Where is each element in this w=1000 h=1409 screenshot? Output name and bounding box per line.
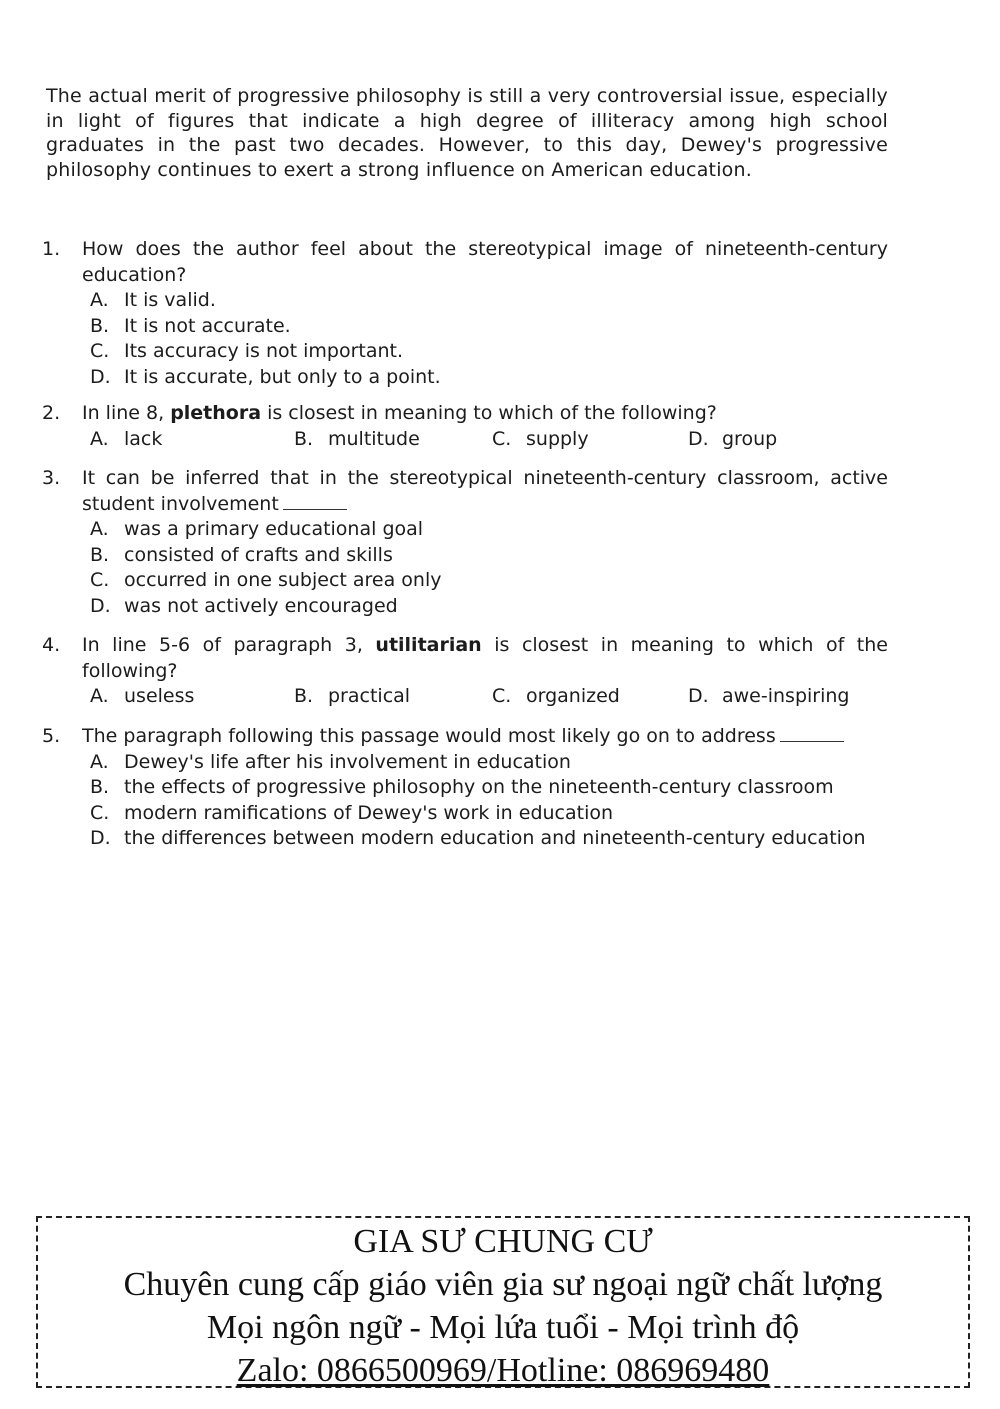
options-row [90,684,888,710]
target-word: plethora [170,402,262,424]
option-letter: B. [90,776,110,798]
option-c [90,801,888,827]
options-list [90,288,888,390]
question-stem [42,633,888,684]
option-text: practical [328,685,411,707]
option-letter: A. [90,685,109,707]
question-number: 3. [42,467,61,489]
target-word: utilitarian [375,634,482,656]
stem-text: The paragraph following this passage would most likely go on to address [82,725,776,747]
option-letter: D. [90,827,111,849]
option-text: organized [526,685,620,707]
option-letter: C. [90,569,110,591]
option-letter: C. [492,685,512,707]
option-c [90,339,888,365]
option-text: awe-inspiring [722,685,850,707]
question-2 [42,401,888,453]
question-stem [42,466,888,517]
option-b [90,543,888,569]
ad-scope: Mọi ngôn ngữ - Mọi lứa tuổi - Mọi trình độ [206,1309,800,1346]
question-text [82,724,888,750]
ad-contact: Zalo: 0866500969/Hotline: 086969480 [236,1352,770,1389]
question-1 [42,237,888,390]
option-text: occurred in one subject area only [124,569,442,591]
question-5 [42,724,888,852]
ad-tagline: Chuyên cung cấp giáo viên gia sư ngoại ngữ chất lượng [123,1266,883,1303]
options-row [90,427,888,453]
option-a [90,517,888,543]
option-text: Its accuracy is not important. [124,340,404,362]
option-text: lack [124,427,163,450]
option-letter: B. [294,685,314,707]
option-text: the effects of progressive philosophy on the nineteenth-century classroom [124,776,834,798]
option-letter: D. [688,427,709,450]
option-letter: C. [90,340,110,362]
options-list [90,750,888,852]
option-c [492,427,589,453]
option-text: supply [526,427,589,450]
option-letter: A. [90,289,109,311]
question-stem [42,401,888,427]
question-stem [42,237,888,288]
question-number: 2. [42,402,61,424]
option-text: modern ramifications of Dewey's work in education [124,801,614,824]
option-text: useless [124,685,195,707]
answer-blank [780,740,844,742]
stem-before: In line 5-6 of paragraph 3, [82,634,376,656]
option-b [294,427,420,453]
option-b [90,775,888,801]
intro-paragraph: The actual merit of progressive philosophy is still a very controversial issue, especially in light of figures that indicate a high degree of illiteracy among high school graduates in the past two decades. However, to this day, Dewey's progressive philosophy continues to exert a strong influence on American education. [46,85,888,181]
option-letter: A. [90,518,109,540]
option-letter: C. [492,427,512,450]
option-letter: D. [688,685,709,707]
stem-text: It can be inferred that in the stereotypical nineteenth-century classroom, active student involvement [82,467,888,515]
stem-after: is closest in meaning to which of the following? [82,634,888,682]
question-text [82,633,888,684]
option-text: Dewey's life after his involvement in education [124,750,571,773]
option-d [90,365,888,391]
option-text: It is accurate, but only to a point. [124,365,441,388]
option-letter: A. [90,750,109,773]
option-text: consisted of crafts and skills [124,543,393,566]
option-c [492,684,620,710]
option-text: It is not accurate. [124,314,291,337]
question-text: How does the author feel about the stereotypical image of nineteenth-century education? [82,238,888,286]
option-letter: B. [294,427,314,450]
question-stem [42,724,888,750]
option-letter: D. [90,365,111,388]
stem-after: is closest in meaning to which of the following? [261,402,717,424]
option-text: was not actively encouraged [124,594,398,617]
stem-before: In line 8, [82,402,171,424]
option-d [688,427,777,453]
option-letter: B. [90,543,110,566]
option-text: multitude [328,427,420,450]
question-number: 1. [42,238,61,260]
option-letter: B. [90,314,110,337]
options-list [90,517,888,619]
option-b [90,314,888,340]
question-4 [42,633,888,710]
option-text: was a primary educational goal [124,518,424,540]
option-text: the differences between modern education and nineteenth-century education [124,827,866,849]
option-c [90,568,888,594]
option-a [90,750,888,776]
question-number: 5. [42,725,61,747]
question-text [82,466,888,517]
option-d [90,594,888,620]
option-d [90,826,888,852]
ad-title: GIA SƯ CHUNG CƯ [353,1223,653,1260]
option-text: group [722,427,778,450]
option-a [90,684,194,710]
question-text [82,401,888,427]
option-letter: D. [90,594,111,617]
option-letter: C. [90,801,110,824]
option-d [688,684,849,710]
option-b [294,684,410,710]
option-a [90,288,888,314]
option-letter: A. [90,427,109,450]
answer-blank [283,508,347,510]
question-number: 4. [42,634,61,656]
option-text: It is valid. [124,289,216,311]
question-3 [42,466,888,619]
option-a [90,427,162,453]
advertisement-box [36,1216,970,1388]
